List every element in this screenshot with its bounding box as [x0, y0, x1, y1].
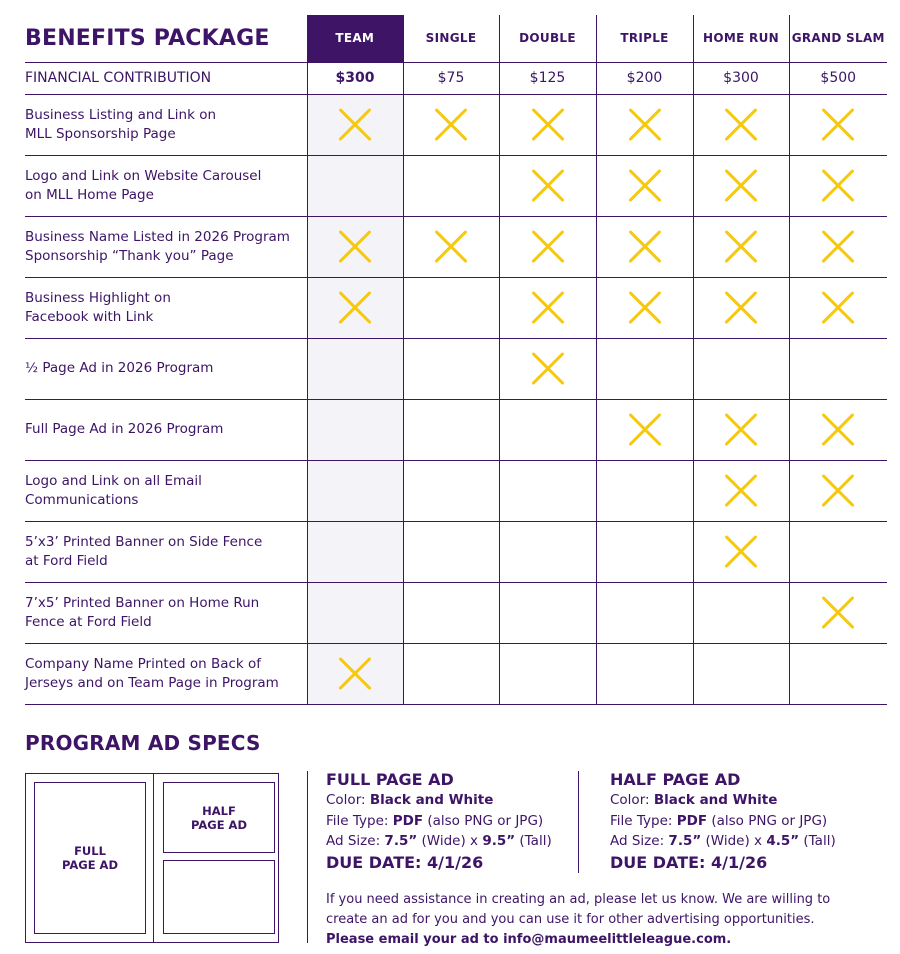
half-box-label-line2: PAGE AD: [190, 817, 248, 832]
full-page-due-date: DUE DATE: 4/1/26: [326, 852, 484, 872]
benefit-cell-double: [499, 521, 596, 582]
benefit-label: [25, 399, 307, 460]
benefit-label-line: Logo and Link on Website Carousel: [25, 167, 262, 184]
benefit-cell-team: [307, 338, 403, 399]
file-type-note: (also PNG or JPG): [427, 812, 544, 829]
benefit-cell-grand-slam: [789, 460, 887, 521]
full-page-ad-specs: [326, 770, 552, 873]
benefit-cell-grand-slam: [789, 338, 887, 399]
ad-height-note: (Tall): [519, 833, 552, 849]
file-type-note: (also PNG or JPG): [711, 812, 828, 829]
color-label: Color:: [326, 792, 366, 808]
assistance-note: [326, 890, 886, 950]
benefit-cell-triple: [596, 521, 693, 582]
full-page-color: [326, 790, 552, 811]
half-page-ad-heading: HALF PAGE AD: [610, 770, 741, 789]
benefit-row: [25, 521, 887, 582]
tier-header-team: TEAM: [307, 15, 403, 62]
benefit-cell-double: [499, 94, 596, 155]
crossed-bats-icon: [820, 107, 856, 143]
crossed-bats-icon: [627, 168, 663, 204]
full-box-label-line1: FULL: [74, 844, 106, 858]
benefit-cell-team: [307, 643, 403, 704]
benefit-cell-grand-slam: [789, 155, 887, 216]
benefit-label-line: 7’x5’ Printed Banner on Home Run: [25, 594, 260, 611]
color-value: Black and White: [369, 792, 494, 808]
benefit-label-line: Logo and Link on all Email: [25, 472, 202, 489]
color-label: Color:: [610, 792, 650, 808]
benefit-label-line: Fence at Ford Field: [25, 613, 152, 630]
crossed-bats-icon: [530, 229, 566, 265]
half-page-color: [610, 790, 836, 811]
tier-header-home-run: HOME RUN: [693, 15, 789, 62]
file-type-value: PDF: [676, 812, 708, 829]
benefit-cell-double: [499, 582, 596, 643]
crossed-bats-icon: [723, 107, 759, 143]
page-title: BENEFITS PACKAGE: [25, 25, 270, 51]
file-type-label: File Type:: [326, 812, 389, 829]
crossed-bats-icon: [820, 473, 856, 509]
benefit-label: [25, 643, 307, 704]
benefit-cell-grand-slam: [789, 277, 887, 338]
ad-size-label: Ad Size:: [326, 833, 381, 849]
crossed-bats-icon: [820, 229, 856, 265]
ad-height-note: (Tall): [803, 833, 836, 849]
benefit-cell-home-run: [693, 399, 789, 460]
full-page-ad-box: [34, 782, 146, 934]
half-page-ad-box-empty: [163, 860, 275, 934]
benefit-cell-single: [403, 94, 499, 155]
benefit-cell-team: [307, 94, 403, 155]
half-box-label-line1: HALF: [202, 803, 236, 818]
crossed-bats-icon: [723, 412, 759, 448]
full-page-ad-size: [326, 831, 552, 852]
crossed-bats-icon: [627, 107, 663, 143]
ad-width-note: (Wide) x: [705, 833, 763, 849]
ad-height: 9.5”: [482, 833, 516, 849]
note-line-2: create an ad for you and you can use it for other advertising opportunities.: [326, 912, 815, 927]
crossed-bats-icon: [723, 168, 759, 204]
crossed-bats-icon: [627, 229, 663, 265]
benefit-row: [25, 216, 887, 277]
crossed-bats-icon: [627, 290, 663, 326]
benefit-label-line: ½ Page Ad in 2026 Program: [25, 360, 214, 376]
benefit-cell-double: [499, 338, 596, 399]
financial-label: FINANCIAL CONTRIBUTION: [25, 62, 307, 94]
crossed-bats-icon: [530, 168, 566, 204]
benefit-cell-home-run: [693, 155, 789, 216]
benefit-cell-triple: [596, 216, 693, 277]
benefit-cell-single: [403, 399, 499, 460]
crossed-bats-icon: [723, 473, 759, 509]
full-box-label-line2: PAGE AD: [61, 858, 119, 872]
tier-header-row: [25, 15, 887, 62]
price-grand-slam: $500: [789, 62, 887, 94]
benefit-label: [25, 460, 307, 521]
benefit-cell-grand-slam: [789, 94, 887, 155]
benefit-label: [25, 582, 307, 643]
crossed-bats-icon: [820, 595, 856, 631]
crossed-bats-icon: [627, 412, 663, 448]
benefit-cell-single: [403, 643, 499, 704]
program-ad-specs-title: PROGRAM AD SPECS: [25, 731, 261, 755]
benefit-cell-grand-slam: [789, 643, 887, 704]
ad-width: 7.5”: [384, 833, 418, 849]
price-double: $125: [499, 62, 596, 94]
benefit-row: [25, 460, 887, 521]
benefit-row: [25, 277, 887, 338]
benefit-row: [25, 643, 887, 704]
crossed-bats-icon: [820, 412, 856, 448]
benefit-cell-team: [307, 582, 403, 643]
benefit-label-line: MLL Sponsorship Page: [25, 125, 176, 142]
benefit-cell-single: [403, 216, 499, 277]
benefit-row: [25, 582, 887, 643]
benefit-cell-team: [307, 399, 403, 460]
benefit-cell-home-run: [693, 94, 789, 155]
benefit-cell-single: [403, 155, 499, 216]
benefit-cell-triple: [596, 582, 693, 643]
benefit-label: [25, 521, 307, 582]
price-single: $75: [403, 62, 499, 94]
benefit-cell-grand-slam: [789, 582, 887, 643]
crossed-bats-icon: [337, 290, 373, 326]
benefit-cell-single: [403, 582, 499, 643]
price-triple: $200: [596, 62, 693, 94]
benefit-cell-double: [499, 643, 596, 704]
full-page-ad-heading: FULL PAGE AD: [326, 770, 454, 789]
benefit-cell-single: [403, 521, 499, 582]
benefit-label-line: at Ford Field: [25, 552, 108, 569]
benefit-cell-team: [307, 216, 403, 277]
benefit-cell-triple: [596, 338, 693, 399]
specs-divider-middle: [578, 771, 579, 873]
price-home-run: $300: [693, 62, 789, 94]
benefit-cell-triple: [596, 399, 693, 460]
color-value: Black and White: [653, 792, 778, 808]
file-type-label: File Type:: [610, 812, 673, 829]
benefit-label-line: Business Listing and Link on: [25, 106, 217, 123]
benefit-cell-single: [403, 338, 499, 399]
benefit-cell-team: [307, 277, 403, 338]
ad-width-note: (Wide) x: [421, 833, 479, 849]
benefit-label-line: on MLL Home Page: [25, 186, 154, 203]
benefits-table: [25, 15, 887, 705]
benefit-cell-home-run: [693, 460, 789, 521]
benefit-cell-triple: [596, 460, 693, 521]
benefit-cell-single: [403, 277, 499, 338]
benefit-label-line: Communications: [25, 491, 139, 508]
crossed-bats-icon: [530, 107, 566, 143]
ad-height: 4.5”: [766, 833, 800, 849]
benefit-cell-double: [499, 277, 596, 338]
tier-header-double: DOUBLE: [499, 15, 596, 62]
financial-row: [25, 62, 887, 94]
file-type-value: PDF: [392, 812, 424, 829]
benefit-cell-home-run: [693, 277, 789, 338]
ad-layout-diagram: [25, 773, 279, 943]
half-page-ad-box: [163, 782, 275, 853]
ad-width: 7.5”: [668, 833, 702, 849]
benefit-cell-single: [403, 460, 499, 521]
benefit-cell-double: [499, 155, 596, 216]
benefit-label: [25, 277, 307, 338]
crossed-bats-icon: [530, 351, 566, 387]
crossed-bats-icon: [337, 229, 373, 265]
benefit-label-line: Full Page Ad in 2026 Program: [25, 421, 224, 437]
specs-divider-left: [307, 771, 308, 943]
benefit-label-line: Business Name Listed in 2026 Program: [25, 228, 290, 245]
benefit-cell-grand-slam: [789, 399, 887, 460]
benefit-cell-grand-slam: [789, 521, 887, 582]
half-page-ad-size: [610, 831, 836, 852]
benefit-cell-double: [499, 460, 596, 521]
benefit-cell-home-run: [693, 643, 789, 704]
benefit-row: [25, 94, 887, 155]
diagram-divider: [153, 774, 154, 942]
price-team: $300: [307, 62, 403, 94]
crossed-bats-icon: [337, 656, 373, 692]
benefit-cell-grand-slam: [789, 216, 887, 277]
tier-header-triple: TRIPLE: [596, 15, 693, 62]
email-instruction: Please email your ad to info@maumeelittleleague.com.: [326, 932, 732, 947]
benefit-cell-triple: [596, 94, 693, 155]
crossed-bats-icon: [433, 229, 469, 265]
crossed-bats-icon: [820, 290, 856, 326]
note-line-1: If you need assistance in creating an ad, please let us know. We are willing to: [326, 892, 831, 907]
benefit-cell-home-run: [693, 521, 789, 582]
benefit-label: [25, 155, 307, 216]
benefit-label: [25, 338, 307, 399]
crossed-bats-icon: [820, 168, 856, 204]
half-page-ad-specs: [610, 770, 836, 873]
benefit-row: [25, 399, 887, 460]
benefit-label: [25, 94, 307, 155]
benefit-row: [25, 338, 887, 399]
benefit-cell-double: [499, 399, 596, 460]
full-page-file-type: [326, 811, 552, 832]
tier-header-grand-slam: GRAND SLAM: [789, 15, 887, 62]
benefit-label: [25, 216, 307, 277]
benefit-row: [25, 155, 887, 216]
half-page-file-type: [610, 811, 836, 832]
ad-size-label: Ad Size:: [610, 833, 665, 849]
benefit-cell-home-run: [693, 338, 789, 399]
crossed-bats-icon: [723, 229, 759, 265]
crossed-bats-icon: [433, 107, 469, 143]
crossed-bats-icon: [723, 290, 759, 326]
benefit-label-line: 5’x3’ Printed Banner on Side Fence: [25, 533, 263, 550]
half-page-due-date: DUE DATE: 4/1/26: [610, 852, 768, 872]
benefit-cell-triple: [596, 277, 693, 338]
benefit-cell-home-run: [693, 216, 789, 277]
benefit-cell-triple: [596, 643, 693, 704]
crossed-bats-icon: [530, 290, 566, 326]
benefit-label-line: Jerseys and on Team Page in Program: [25, 674, 279, 691]
benefit-cell-team: [307, 155, 403, 216]
benefit-cell-team: [307, 460, 403, 521]
benefit-cell-home-run: [693, 582, 789, 643]
benefit-label-line: Company Name Printed on Back of: [25, 655, 262, 672]
benefit-label-line: Business Highlight on: [25, 289, 171, 306]
benefit-cell-double: [499, 216, 596, 277]
benefit-cell-team: [307, 521, 403, 582]
benefit-cell-triple: [596, 155, 693, 216]
benefit-label-line: Facebook with Link: [25, 308, 154, 325]
tier-header-single: SINGLE: [403, 15, 499, 62]
crossed-bats-icon: [337, 107, 373, 143]
benefit-label-line: Sponsorship “Thank you” Page: [25, 247, 234, 264]
crossed-bats-icon: [723, 534, 759, 570]
